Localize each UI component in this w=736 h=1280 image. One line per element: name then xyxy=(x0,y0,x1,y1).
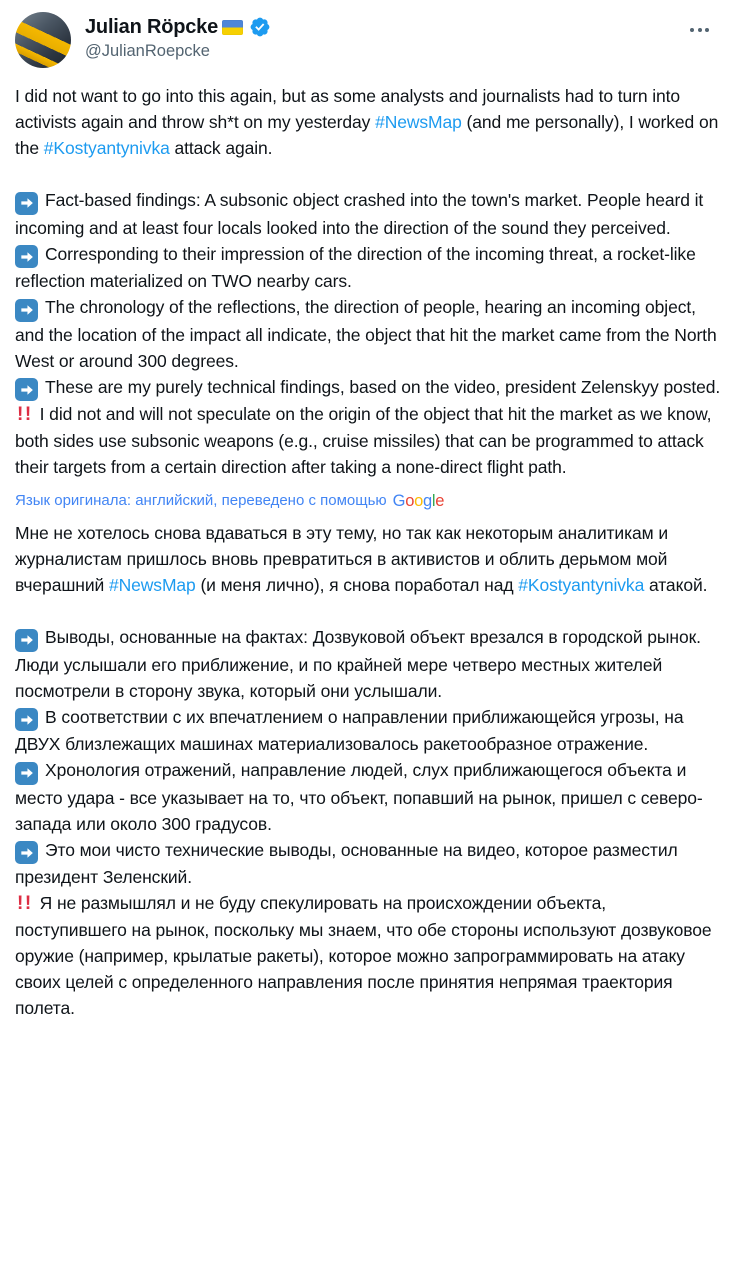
tweet-paragraph: Corresponding to their impression of the direction of the incoming threat, a rocket-like reflection materialized on TWO nearby cars. xyxy=(15,243,696,291)
hashtag-link[interactable]: #NewsMap xyxy=(108,575,196,595)
tweet-paragraph: I did not want to go into this again, but as some analysts and journalists had to turn into activists again and throw sh*t on my yesterday #NewsMap (and me personally), I worked on the #Kostyantynivka attack again. xyxy=(15,86,719,158)
tweet-header xyxy=(15,12,721,68)
hashtag-link[interactable]: #Kostyantynivka xyxy=(518,575,645,595)
right-arrow-emoji xyxy=(15,192,38,215)
right-arrow-emoji xyxy=(15,629,38,652)
google-logo-letter: g xyxy=(423,492,432,510)
google-logo-letter: l xyxy=(431,492,436,510)
double-exclamation-emoji: !! xyxy=(17,404,33,425)
tweet-paragraph: Fact-based findings: A subsonic object crashed into the town's market. People heard it incoming and at least four locals looked into the direction of the sound they perceived. xyxy=(15,190,704,238)
tweet-paragraph: The chronology of the reflections, the direction of people, hearing an incoming object, and the location of the impact all indicate, the object that hit the market came from the North West or around 300 degrees. xyxy=(15,297,717,371)
google-logo-letter: o xyxy=(414,492,423,510)
right-arrow-emoji xyxy=(15,378,38,401)
right-arrow-emoji xyxy=(15,299,38,322)
tweet-paragraph: These are my purely technical findings, based on the video, president Zelenskyy posted. xyxy=(15,374,721,402)
right-arrow-emoji xyxy=(15,762,38,785)
translation-attribution-text: Язык оригинала: английский, переведено с помощью xyxy=(15,492,387,509)
tweet-paragraph: !! I did not and will not speculate on the origin of the object that hit the market as we know, both sides use subsonic weapons (e.g., cruise missiles) that can be programmed to attack their targets from a certain direction after taking a none-direct flight path. xyxy=(15,404,712,477)
tweet-paragraph: Это мои чисто технические выводы, основанные на видео, которое разместил президент Зеленский. xyxy=(15,839,678,887)
right-arrow-emoji xyxy=(15,708,38,731)
verified-badge-icon xyxy=(249,16,271,38)
author-handle[interactable]: @JulianRoepcke xyxy=(85,42,210,60)
tweet-paragraph: Хронология отражений, направление людей, слух приближающегося объекта и место удара - все указывает на то, что объект, попавший на рынок, пришел с северо-запада или около 300 градусов. xyxy=(15,760,703,834)
hashtag-link[interactable]: #Kostyantynivka xyxy=(43,138,170,158)
author-display-name[interactable]: Julian Röpcke xyxy=(85,16,218,38)
translation-attribution[interactable] xyxy=(15,490,721,512)
google-logo-letter: e xyxy=(435,492,445,510)
right-arrow-emoji xyxy=(15,841,38,864)
tweet-paragraph: Мне не хотелось снова вдаваться в эту тему, но так как некоторым аналитикам и журналистам пришлось вновь превратиться в активистов и облить дерьмом мой вчерашний #NewsMap (и меня лично), я снова поработал над #Kostyantynivka атакой. xyxy=(15,523,708,595)
avatar[interactable] xyxy=(15,12,71,68)
tweet-paragraph: В соответствии с их впечатлением о направлении приближающейся угрозы, на ДВУХ близлежащих машинах материализовалось ракетообразное отражение. xyxy=(15,706,684,754)
double-exclamation-emoji: !! xyxy=(17,893,33,914)
tweet-paragraph: Выводы, основанные на фактах: Дозвуковой объект врезался в городской рынок. Люди услышали его приближение, и по крайней мере четверо местных жителей посмотрели в сторону звука, который они услышали. xyxy=(15,627,701,701)
author-identity xyxy=(85,12,271,61)
tweet-text-russian xyxy=(15,520,721,1021)
more-options-icon[interactable] xyxy=(682,20,717,40)
google-logo-letter: G xyxy=(392,492,406,510)
ukraine-flag-emoji xyxy=(222,20,243,35)
tweet-paragraph: !! Я не размышлял и не буду спекулировать на происхождении объекта, поступившего на рынок, поскольку мы знаем, что обе стороны используют дозвуковое оружие (например, крылатые ракеты), которое можно запрограммировать на атаку своих целей с определенного направления после принятия непрямая траектория полета. xyxy=(15,893,712,1018)
google-logo xyxy=(393,490,444,512)
hashtag-link[interactable]: #NewsMap xyxy=(375,112,462,132)
tweet-text-english xyxy=(15,83,721,480)
google-logo-letter: o xyxy=(405,492,415,510)
right-arrow-emoji xyxy=(15,245,38,268)
